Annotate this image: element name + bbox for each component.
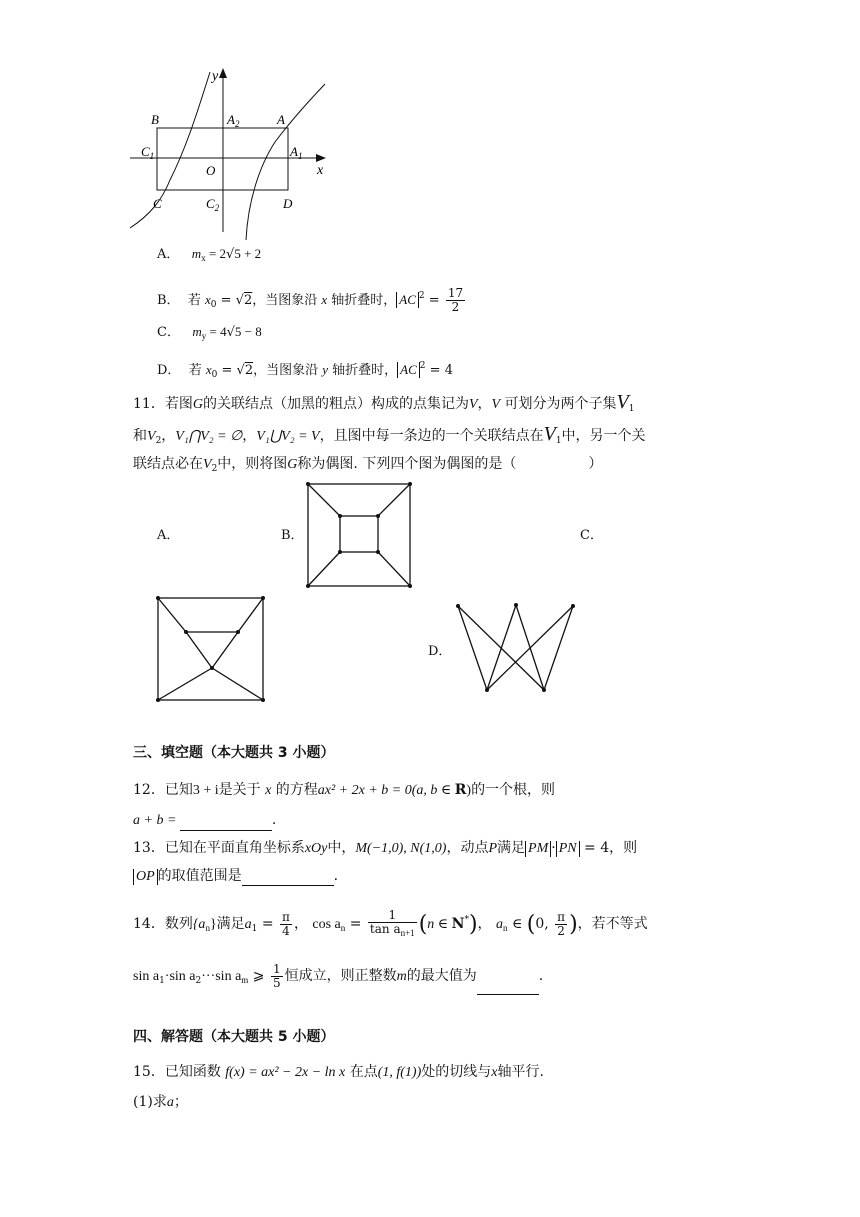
text: 中，则将图 [217, 456, 288, 472]
math-point: (1, f(1)) [377, 1065, 422, 1080]
text: = [424, 293, 444, 308]
math-text: } [209, 917, 217, 932]
text: 12．已知 [133, 782, 193, 798]
label-O: O [206, 163, 216, 178]
numerator: 17 [447, 286, 464, 300]
text: 若 [187, 293, 205, 308]
math-a: a [166, 1095, 174, 1110]
math-sub: 0 [210, 300, 217, 310]
fraction-tan [368, 909, 417, 940]
math-x: x [321, 292, 328, 307]
q13-line-2 [133, 866, 338, 886]
text: 轴平行. [497, 1064, 544, 1080]
text: 称为偶图. 下列四个图为偶图的是（ [297, 456, 517, 472]
math-abs-AC: AC [396, 292, 419, 308]
answer-blank [242, 871, 334, 886]
graph-c [153, 594, 269, 706]
q14-line-1: 14．数列$\{a_n\}$满足$a_1$ = $\frac{\pi}{4}$ ， $\cos a_n$ = $\frac{1}{\tan a_{n+1}}$ (n ∈ N*)， $a_n$ ∈ (0, $\frac{\pi}{2}$ )，若不等式 [133, 907, 648, 938]
q11-line-2 [133, 424, 646, 451]
numerator: π [282, 909, 290, 924]
answer-blank [477, 980, 539, 995]
math-text: 2 [244, 363, 254, 378]
math-an: a [496, 917, 503, 932]
text: = [217, 363, 237, 378]
math-text: = 2 [205, 246, 227, 261]
fraction-pi-2 [555, 911, 567, 938]
text: ； [173, 1094, 188, 1110]
text: 14．数列 [133, 916, 193, 932]
math-sub: m [241, 975, 249, 985]
text: = 4，则 [579, 840, 638, 856]
text: 0, [535, 916, 554, 932]
text: 11．若图 [133, 396, 193, 412]
math-text: ) [466, 783, 472, 798]
math-union: V₁⋃V₂ = V [256, 429, 320, 444]
math-m: m [192, 324, 202, 339]
math-N: N [451, 916, 465, 932]
q10-option-c [157, 322, 262, 346]
label-C: C [153, 196, 162, 211]
section-3-title: 三、填空题（本大题共 3 小题） [133, 745, 335, 761]
math-V2: V [203, 457, 212, 472]
text: 满足 [497, 840, 526, 856]
numerator: π [557, 909, 566, 924]
text: = 4 [425, 363, 453, 378]
text: 在点 [345, 1064, 378, 1080]
text: . [538, 968, 544, 984]
denominator: 4 [282, 923, 290, 938]
text: = [216, 293, 236, 308]
math-V: V [491, 397, 501, 412]
math-sub: 2 [211, 464, 218, 474]
math-equation: ax² + 2x + b = 0(a, b ∈ [317, 783, 455, 798]
math-intersection: V₁⋂V₂ = ∅ [175, 429, 243, 444]
math-root: 3 + i [192, 783, 219, 798]
text: 处的切线与 [421, 1064, 492, 1080]
text: ， [293, 916, 308, 932]
q12-line-2 [133, 810, 276, 831]
math-text: 5 − 8 [234, 324, 262, 339]
math-sub: n [340, 923, 346, 933]
math-x: x [491, 1065, 498, 1080]
q11-option-a-label: A． [157, 528, 180, 543]
math-sub: n [503, 923, 508, 933]
text: 中，另一个关 [561, 428, 646, 444]
text: ，动点 [446, 840, 489, 856]
text: 和 [133, 428, 147, 444]
math-text: 5 + 2 [234, 246, 262, 261]
math-sup: * [464, 915, 469, 925]
text: · [551, 840, 556, 856]
text: 可划分为两个子集 [500, 396, 617, 412]
label-y: y [212, 69, 219, 84]
math-m: m [191, 246, 202, 261]
label-A: A [277, 112, 285, 127]
text: ，当图象沿 [253, 363, 323, 378]
text: 的最大值为 [406, 968, 477, 984]
math-sin: ·sin a [164, 969, 196, 984]
text: . [333, 868, 339, 884]
denominator [368, 923, 417, 940]
q11-line-3 [133, 454, 602, 479]
q14-line-2 [133, 962, 543, 995]
sqrt-icon: √ [235, 293, 244, 308]
math-tan: tan a [369, 921, 401, 936]
text: 的取值范围是 [157, 868, 242, 884]
text: . [271, 812, 277, 828]
sqrt-icon: √ [236, 363, 245, 378]
text: ，当图象沿 [252, 293, 322, 308]
math-abs-OP: OP [133, 869, 158, 885]
q10-option-a [157, 244, 261, 268]
math-seq: {a [192, 917, 206, 932]
q11-option-b-label: B． [281, 528, 304, 543]
label-B: B [151, 112, 159, 127]
answer-blank [180, 816, 272, 831]
math-sub: 0 [211, 370, 218, 380]
math-y: y [322, 362, 329, 377]
text: ， [242, 428, 257, 444]
math-V1: V [616, 391, 629, 413]
math-sin: sin a [133, 969, 160, 984]
q11-line-1 [133, 392, 634, 419]
math-R: R [454, 782, 467, 798]
label-x: x [317, 163, 324, 178]
text: ，且图中每一条边的一个关联结点在 [319, 428, 544, 444]
label-C2: $C_2$ [206, 196, 220, 213]
math-sub: 1 [555, 436, 562, 446]
q11-option-d-label: D． [428, 644, 452, 659]
q11-option-c-label: C． [580, 528, 603, 543]
math-x0: x [204, 292, 211, 307]
text: ， [477, 396, 492, 412]
math-x: x [265, 783, 272, 798]
y-axis-arrow-icon [219, 68, 227, 78]
text: ） [588, 456, 603, 472]
text: 的方程 [271, 782, 318, 798]
math-V2: V [147, 429, 156, 444]
math-G: G [192, 397, 203, 412]
option-letter: D． [157, 363, 181, 378]
q13-line-1 [133, 838, 637, 859]
option-letter: B． [157, 293, 180, 308]
label-D: D [283, 196, 293, 211]
math-sub: n+1 [400, 927, 415, 938]
text: ，若不等式 [577, 916, 648, 932]
math-V1: V [543, 423, 556, 445]
math-sub: 1 [159, 976, 165, 986]
text: ∈ [507, 916, 527, 932]
text: ， [477, 916, 492, 932]
math-sub: n [205, 923, 210, 933]
right-curve [246, 84, 325, 240]
math-cos: cos a [312, 917, 341, 932]
math-sub: x [201, 253, 206, 263]
math-P: P [488, 841, 498, 856]
math-function: f(x) = ax² − 2x − ln x [225, 1065, 346, 1080]
text: 是关于 [218, 782, 266, 798]
math-sub: 2 [155, 436, 162, 446]
fraction [446, 287, 465, 314]
math-xOy: xOy [304, 841, 328, 856]
text: ⩾ [248, 968, 269, 984]
denominator: 5 [272, 975, 281, 990]
text: 轴折叠时， [327, 293, 397, 308]
text: (1)求 [133, 1094, 167, 1110]
text: 满足 [216, 916, 245, 932]
math-points: M(−1,0), N(1,0) [355, 841, 447, 856]
math-G: G [287, 457, 298, 472]
math-sub: 1 [628, 404, 635, 414]
math-text: = 4 [206, 324, 227, 339]
sqrt-icon: √ [226, 247, 235, 262]
math-sub: 2 [195, 976, 202, 986]
sqrt-icon: √ [226, 325, 235, 340]
text: 联结点必在 [133, 456, 203, 472]
math-sub: y [201, 331, 207, 341]
math-V: V [468, 397, 478, 412]
graph-d [452, 600, 580, 696]
math-abs-PN: PN [556, 841, 580, 857]
text: = [257, 916, 279, 932]
denominator: 2 [557, 923, 565, 938]
text: ， [161, 428, 176, 444]
math-m: m [396, 969, 407, 984]
q10-option-d [157, 356, 453, 385]
fraction-1-5 [271, 963, 283, 990]
text: 恒成立，则正整数 [284, 968, 397, 984]
text: 的关联结点（加黑的粗点）构成的点集记为 [202, 396, 469, 412]
text: 13．已知在平面直角坐标系 [133, 840, 305, 856]
graph-b [303, 480, 415, 590]
math-sup: 2 [418, 291, 425, 301]
label-A2: $A_2$ [227, 112, 240, 129]
text: 15．已知函数 [133, 1064, 226, 1080]
math-text: 2 [243, 293, 253, 308]
numerator: 1 [272, 961, 281, 976]
text: = [345, 916, 366, 932]
math-cond: n ∈ [427, 917, 452, 932]
option-letter: A． [157, 247, 180, 262]
math-sin: ···sin a [201, 969, 242, 984]
section-4-title: 四、解答题（本大题共 5 小题） [133, 1029, 335, 1045]
q15-part-1 [133, 1092, 188, 1113]
math-sup: 2 [419, 361, 426, 371]
q12-line-1 [133, 780, 555, 801]
math-abs-AC: AC [397, 362, 420, 378]
label-C1: $C_1$ [141, 144, 155, 161]
option-letter: C． [157, 325, 180, 340]
q15-line-1 [133, 1062, 544, 1083]
label-A1: $A_1$ [290, 144, 303, 161]
text: 中， [327, 840, 356, 856]
coordinate-figure [120, 60, 340, 240]
math-sub: 1 [251, 924, 258, 934]
math-sum: a + b = [133, 813, 180, 828]
text: 轴折叠时， [328, 363, 398, 378]
numerator: 1 [368, 909, 417, 923]
fraction-pi-4 [280, 911, 292, 938]
math-x0: x [205, 362, 212, 377]
text: 若 [188, 363, 206, 378]
text: 的一个根，则 [471, 782, 556, 798]
denominator: 2 [451, 300, 460, 314]
q10-option-b [157, 286, 467, 315]
math-abs-PM: PM [525, 841, 551, 857]
math-a1: a [244, 917, 252, 932]
x-axis-arrow-icon [316, 154, 326, 162]
